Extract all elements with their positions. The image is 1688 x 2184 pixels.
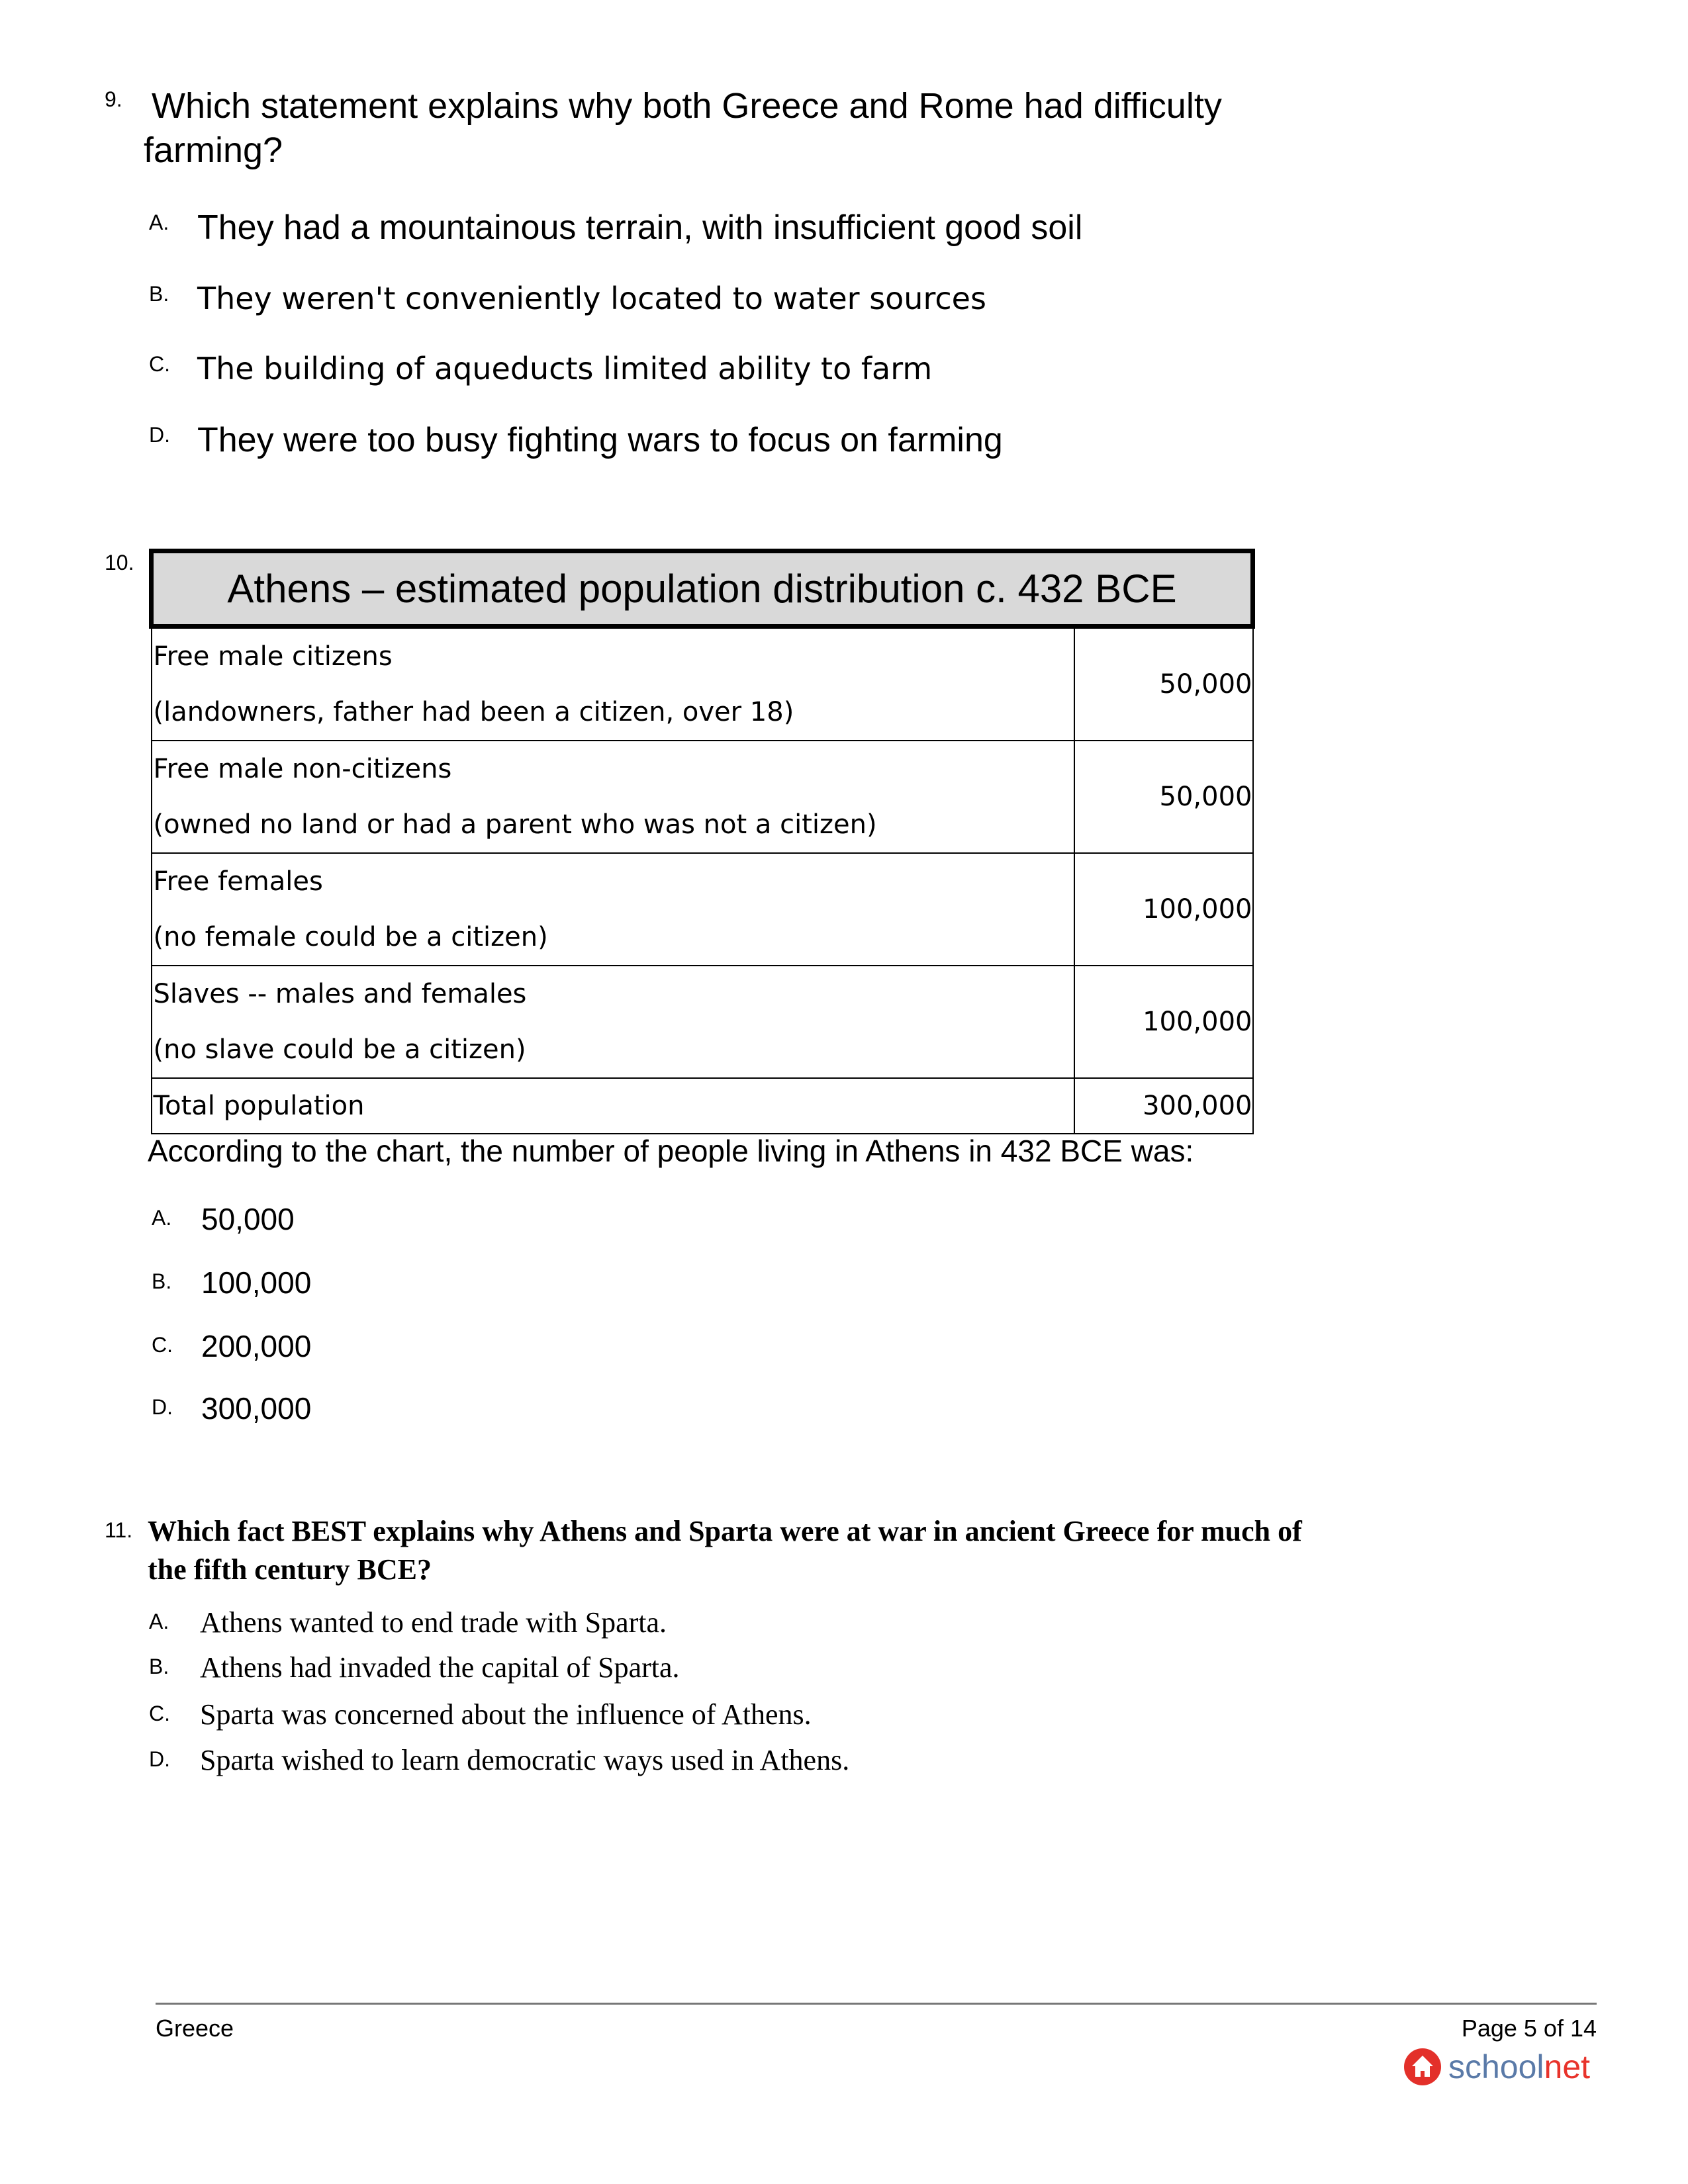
page-number: Page 5 of 14 (1461, 2015, 1597, 2042)
row-label: Free females (153, 866, 323, 897)
table-row (152, 741, 1253, 853)
answer-option[interactable]: Athens had invaded the capital of Sparta. (200, 1651, 680, 1684)
option-letter: D. (149, 423, 170, 447)
answer-option[interactable]: They weren't conveniently located to water sources (197, 281, 986, 316)
row-note: (landowners, father had been a citizen, over 18) (153, 697, 794, 727)
answer-option[interactable]: 200,000 (201, 1329, 312, 1363)
answer-option[interactable]: They were too busy fighting wars to focus on farming (197, 421, 1003, 459)
table-row (152, 966, 1253, 1078)
row-note: (no female could be a citizen) (153, 922, 548, 952)
row-value: 50,000 (1074, 741, 1253, 853)
question-text: the fifth century BCE? (148, 1553, 432, 1586)
row-label: Slaves -- males and females (153, 979, 527, 1009)
option-letter: C. (149, 352, 170, 376)
question-text: According to the chart, the number of people living in Athens in 432 BCE was: (148, 1134, 1194, 1168)
table-title: Athens – estimated population distribution c. 432 BCE (152, 551, 1253, 627)
row-value: 100,000 (1074, 966, 1253, 1078)
question-text: farming? (144, 130, 283, 170)
footer-title: Greece (156, 2015, 234, 2042)
row-note: (owned no land or had a parent who was not a citizen) (153, 809, 877, 840)
schoolnet-logo (1403, 2048, 1590, 2086)
table-row (152, 853, 1253, 966)
row-value: 50,000 (1074, 627, 1253, 741)
question-text: Which statement explains why both Greece and Rome had difficulty (152, 86, 1222, 126)
total-value: 300,000 (1074, 1078, 1253, 1134)
answer-option[interactable]: The building of aqueducts limited ability to farm (197, 351, 933, 387)
option-letter: A. (149, 1610, 169, 1633)
answer-option[interactable]: 50,000 (201, 1202, 295, 1236)
answer-option[interactable]: Sparta was concerned about the influence of Athens. (200, 1698, 812, 1731)
population-table (149, 549, 1255, 1134)
row-note: (no slave could be a citizen) (153, 1034, 526, 1065)
option-letter: A. (149, 210, 169, 234)
option-letter: D. (149, 1747, 170, 1771)
footer-divider (156, 2003, 1597, 2005)
option-letter: B. (149, 1655, 169, 1678)
answer-option[interactable]: Athens wanted to end trade with Sparta. (200, 1606, 667, 1639)
total-label: Total population (152, 1078, 1074, 1134)
option-letter: C. (149, 1702, 170, 1725)
option-letter: A. (152, 1206, 172, 1230)
row-value: 100,000 (1074, 853, 1253, 966)
logo-text-school: school (1448, 2048, 1544, 2085)
row-label: Free male non-citizens (153, 754, 452, 784)
question-number: 10. (105, 551, 134, 574)
row-label: Free male citizens (153, 641, 393, 672)
home-icon (1403, 2048, 1442, 2086)
answer-option[interactable]: 300,000 (201, 1391, 312, 1426)
question-text: Which fact BEST explains why Athens and Sparta were at war in ancient Greece for much of (148, 1515, 1302, 1547)
answer-option[interactable]: 100,000 (201, 1265, 312, 1300)
table-total-row (152, 1078, 1253, 1134)
answer-option[interactable]: Sparta wished to learn democratic ways used in Athens. (200, 1744, 850, 1776)
option-letter: D. (152, 1395, 173, 1419)
question-number: 9. (105, 87, 122, 111)
option-letter: B. (149, 282, 169, 306)
question-number: 11. (105, 1518, 133, 1542)
option-letter: C. (152, 1333, 173, 1357)
logo-text-net: net (1544, 2048, 1591, 2085)
option-letter: B. (152, 1269, 172, 1293)
table-row (152, 627, 1253, 741)
answer-option[interactable]: They had a mountainous terrain, with insufficient good soil (197, 208, 1083, 247)
